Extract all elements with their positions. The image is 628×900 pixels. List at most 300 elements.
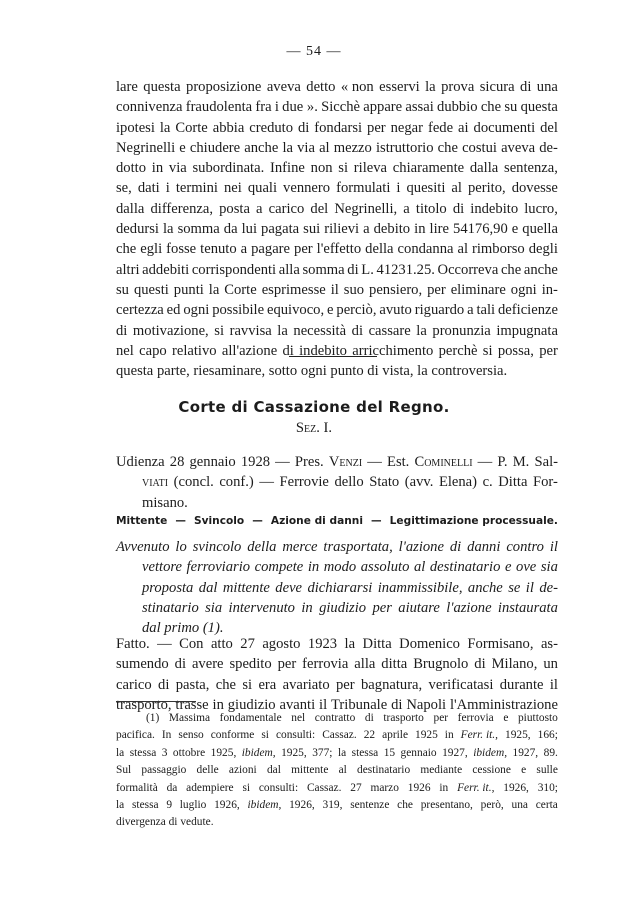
word: dovesse <box>511 180 558 197</box>
word: che <box>500 261 522 278</box>
word: relativo <box>172 342 217 359</box>
word: fondarsi <box>314 119 363 136</box>
word: la <box>416 322 427 339</box>
word: la <box>159 119 171 136</box>
word: in <box>151 160 164 177</box>
word: esprimesse <box>261 281 326 298</box>
word: l'Amministrazione <box>449 696 558 713</box>
word: questa <box>520 99 558 116</box>
word: 89. <box>543 746 558 759</box>
word: azioni <box>228 764 257 777</box>
word: (avv. <box>404 474 434 491</box>
text-line <box>116 493 558 513</box>
text-line <box>116 321 558 341</box>
word: stessa <box>351 746 379 759</box>
text-line <box>116 762 558 779</box>
word: aveva <box>266 79 301 95</box>
word: compete <box>254 559 304 576</box>
word: 1925 <box>415 729 438 742</box>
word: riguardo <box>414 302 465 319</box>
word: de- <box>539 579 558 596</box>
word: di <box>347 261 359 278</box>
word: punti <box>173 281 204 298</box>
word: equivoco, <box>266 302 325 319</box>
word: proposta <box>142 579 194 596</box>
word: sentenza, <box>504 160 558 177</box>
footnote <box>116 710 558 832</box>
word: chiudere <box>189 139 241 156</box>
word: cessione <box>472 764 511 777</box>
word: ed <box>166 302 181 319</box>
word: somma <box>177 221 220 238</box>
word: vennero <box>283 180 331 197</box>
word: in <box>301 599 313 616</box>
word: vettore <box>142 559 182 576</box>
word: delle <box>196 764 219 777</box>
word: dalla <box>116 200 145 217</box>
word: prova <box>441 79 475 95</box>
text-line <box>116 77 558 97</box>
text-line <box>116 797 558 814</box>
word: dello <box>334 474 364 491</box>
word: al <box>451 180 462 197</box>
subject-headings <box>116 512 558 530</box>
word: ferroviario <box>186 559 251 576</box>
word: su <box>504 99 518 116</box>
word: anche <box>467 579 503 596</box>
word: di <box>158 676 170 693</box>
word: abbia <box>212 119 245 136</box>
text-line <box>116 557 558 577</box>
word: ogni <box>300 363 331 380</box>
word: 1925, <box>281 746 307 759</box>
word: ove <box>516 559 537 576</box>
text-line <box>116 199 558 219</box>
word: nel <box>291 712 306 724</box>
word: a <box>363 221 370 238</box>
word: una <box>536 79 558 95</box>
word: — <box>367 454 382 470</box>
word: (1) <box>146 712 160 724</box>
word: M. <box>512 454 530 470</box>
word: a <box>256 200 263 217</box>
word: — <box>259 474 274 491</box>
word: contratto <box>314 712 356 724</box>
word: Negrinelli <box>116 139 176 156</box>
word: fede <box>427 119 454 136</box>
word: anche <box>523 261 558 278</box>
word: lucro, <box>524 200 558 217</box>
word: il <box>525 579 534 596</box>
word: la <box>208 281 220 298</box>
word: merce <box>282 539 318 555</box>
word: di <box>282 342 294 359</box>
word: sentenze <box>350 798 390 811</box>
word: gennaio <box>189 454 236 470</box>
word: sia <box>205 599 223 616</box>
word: per <box>372 599 392 616</box>
word: ogni <box>510 281 537 298</box>
word: rilievi <box>324 221 360 238</box>
word: adempiere <box>186 781 234 794</box>
word: tali <box>476 302 496 319</box>
word: in <box>307 559 320 576</box>
word: in- <box>541 281 558 298</box>
text-line <box>116 260 558 280</box>
word: certezza <box>116 302 164 319</box>
word: sotto <box>268 363 301 380</box>
word: arricchimento <box>352 342 434 359</box>
text-line <box>116 158 558 178</box>
word: aveva <box>501 139 536 156</box>
word: che <box>437 139 458 156</box>
word: possibile <box>212 302 265 319</box>
word: stessa <box>129 746 157 759</box>
word: a <box>467 302 474 319</box>
word: Fatto. <box>116 636 150 652</box>
word: se, <box>116 180 132 197</box>
word: 54176,90 <box>453 221 508 238</box>
word: si <box>338 160 349 177</box>
word: misano. <box>142 494 188 511</box>
word: degli <box>528 241 558 258</box>
word: consulti: <box>258 781 299 794</box>
word: dati <box>137 180 160 197</box>
word: conf.) <box>219 474 254 491</box>
word: 319, <box>322 798 343 811</box>
word: addebiti <box>142 261 190 278</box>
word: ibidem, <box>247 798 282 811</box>
word: divergenza <box>116 816 169 829</box>
heading-term: Legittimazione processuale. <box>389 515 558 527</box>
word: egli <box>140 241 163 258</box>
word: L. <box>361 261 374 278</box>
word: presentano, <box>420 798 473 811</box>
word: si <box>482 342 493 359</box>
word: subordinata. <box>192 160 265 177</box>
word: per <box>433 712 449 724</box>
word: punto <box>330 363 368 380</box>
word: termini <box>175 180 218 197</box>
word: formulati <box>336 180 391 197</box>
word: la <box>116 746 125 759</box>
text-line <box>116 780 558 797</box>
word: all'azione <box>221 342 278 359</box>
word: as- <box>540 636 558 652</box>
word: 1927, <box>512 746 539 759</box>
word: nei <box>223 180 242 197</box>
word: fosse <box>166 241 197 258</box>
text-line <box>116 814 558 831</box>
word: certa <box>535 798 558 811</box>
word: l'azione <box>446 599 492 616</box>
word: questa <box>143 79 181 95</box>
heading-term: Mittente <box>116 515 168 527</box>
word: avariato <box>282 676 330 693</box>
word: del <box>310 200 329 217</box>
word: perito, <box>467 180 506 197</box>
legal-maxim <box>116 537 558 638</box>
word: che <box>116 241 137 258</box>
word: al <box>338 764 347 777</box>
word: trasporto, <box>116 696 172 713</box>
word: di <box>449 539 462 555</box>
word: assoluto <box>360 559 410 576</box>
word: 1926, <box>214 798 240 811</box>
word: — <box>275 454 290 470</box>
word: 27 <box>350 781 362 794</box>
text-line <box>116 239 558 259</box>
word: motivazione, <box>132 322 209 339</box>
word: si <box>214 322 225 339</box>
word: di <box>520 79 532 95</box>
word: assai <box>405 99 434 116</box>
word: 27 <box>240 636 255 652</box>
word: l'azione <box>398 539 444 555</box>
text-line <box>116 578 558 598</box>
word: ferrovia <box>302 656 349 673</box>
word: per <box>294 241 313 258</box>
word: Ferr. it., <box>460 729 499 742</box>
word: quali <box>247 180 278 197</box>
word: Sul <box>116 764 132 777</box>
word: possa, <box>497 342 534 359</box>
word: Ferr. it., <box>457 781 495 794</box>
word: 1925, <box>210 746 237 759</box>
word: per <box>277 656 297 673</box>
word: trasportata, <box>323 539 393 555</box>
word: controversia. <box>431 363 508 380</box>
heading-term: — <box>252 515 263 527</box>
word: 1928 <box>240 454 271 470</box>
word: 41231.25. <box>376 261 435 278</box>
word: un <box>543 656 558 673</box>
word: per <box>427 281 446 298</box>
word: atto <box>210 636 233 652</box>
word: che <box>397 798 413 811</box>
text-line <box>116 710 558 727</box>
word: Est. <box>387 454 410 470</box>
word: passaggio <box>141 764 187 777</box>
word: Corte <box>224 281 257 298</box>
word: e <box>511 221 519 238</box>
word: a <box>403 200 410 217</box>
word: i <box>274 99 279 116</box>
word: perchè <box>438 342 478 359</box>
word: in <box>414 221 426 238</box>
word: di <box>367 363 383 380</box>
word: 1927, <box>442 746 468 759</box>
word: vista, <box>382 363 418 380</box>
word: indebito <box>299 342 347 359</box>
word: « non <box>340 79 374 95</box>
word: deve <box>275 579 303 596</box>
facts-paragraph <box>116 634 558 715</box>
text-line <box>116 300 558 320</box>
word: negar <box>390 119 424 136</box>
word: anche <box>244 139 279 156</box>
word: 1926 <box>407 781 431 794</box>
word: si <box>261 729 269 742</box>
word: di <box>297 119 310 136</box>
word: destinatario <box>429 559 501 576</box>
word: 15 <box>383 746 396 759</box>
word: il <box>330 281 339 298</box>
word: ibidem, <box>473 746 508 759</box>
word: giudizio <box>227 696 276 713</box>
word: via <box>297 139 315 156</box>
text-line <box>116 138 558 158</box>
word: trasporto <box>383 712 424 724</box>
word: la <box>282 139 293 156</box>
word: titolo <box>415 200 447 217</box>
word: Occorreva <box>437 261 499 278</box>
word: per <box>539 342 558 359</box>
word: pronunzia <box>432 322 491 339</box>
word: Formisano, <box>467 636 534 652</box>
text-line <box>116 178 558 198</box>
word: non <box>310 160 333 177</box>
word: al <box>413 559 426 576</box>
word: la <box>337 746 347 759</box>
word: parte, <box>156 363 194 380</box>
word: in <box>444 729 454 742</box>
word: però, <box>480 798 504 811</box>
word: instaurata <box>497 599 558 616</box>
word: 377; <box>312 746 333 759</box>
heading-term: Svincolo <box>194 515 245 527</box>
word: aiutare <box>398 599 440 616</box>
word: e <box>503 712 509 724</box>
word: esservi <box>379 79 420 95</box>
word: pagata <box>261 221 300 238</box>
word: stinatario <box>142 599 199 616</box>
word: fondamentale <box>219 712 282 724</box>
word: si <box>242 676 253 693</box>
hearing-info <box>116 452 558 513</box>
heading-term: — <box>371 515 382 527</box>
word: dal <box>142 620 165 637</box>
word: mezzo <box>333 139 372 156</box>
word: — <box>477 454 493 470</box>
word: di <box>351 322 364 339</box>
word: Stato <box>369 474 400 491</box>
word: rileva <box>353 160 388 177</box>
word: pacifica. <box>116 729 155 742</box>
word: era <box>258 676 277 693</box>
word: luglio <box>179 798 207 811</box>
word: e <box>521 764 527 777</box>
word: istruttorio <box>375 139 434 156</box>
word: indebito <box>470 200 519 217</box>
word: dotto <box>116 160 146 177</box>
word: Massima <box>168 712 211 724</box>
word: gennaio <box>400 746 437 759</box>
word: trasse <box>175 696 209 713</box>
word: la <box>116 798 125 811</box>
word: di <box>452 200 465 217</box>
word: avuto <box>379 302 412 319</box>
word: ferrovia <box>457 712 494 724</box>
word: Ditta <box>498 474 528 491</box>
word: 1926, <box>503 781 529 794</box>
word: pensiero, <box>369 281 423 298</box>
word: la <box>277 322 288 339</box>
word: viati <box>142 474 169 491</box>
word: costui <box>462 139 497 156</box>
word: la <box>425 79 436 95</box>
text-line <box>116 634 558 654</box>
word: deficienze <box>498 302 558 319</box>
heading-term: — <box>175 515 186 527</box>
word: dal <box>266 764 281 777</box>
word: il <box>549 676 558 693</box>
word: a <box>240 241 248 258</box>
word: per <box>367 119 386 136</box>
section-divider <box>289 356 377 357</box>
page-number: — 54 — <box>286 44 342 59</box>
word: giudizio <box>319 599 367 616</box>
text-line <box>116 472 558 492</box>
word: il <box>549 539 558 555</box>
word: ipotesi <box>116 119 155 136</box>
word: connivenza <box>116 99 183 116</box>
word: se <box>508 579 521 596</box>
word: 1925, <box>505 729 531 742</box>
word: della <box>365 241 394 258</box>
word: P. <box>497 454 508 470</box>
word: For- <box>533 474 558 491</box>
word: documenti <box>473 119 536 136</box>
word: Elena) <box>438 474 478 491</box>
word: Infine <box>270 160 305 177</box>
word: Napoli <box>406 696 447 713</box>
text-line <box>116 654 558 674</box>
word: ibidem, <box>241 746 276 759</box>
word: di <box>174 656 186 673</box>
word: conforme <box>210 729 255 742</box>
word: lo <box>175 539 187 555</box>
text-line <box>116 97 558 117</box>
word: Con <box>179 636 204 652</box>
word: necessità <box>293 322 347 339</box>
word: 1926, <box>289 798 315 811</box>
word: mediante <box>420 764 463 777</box>
word: lui <box>241 221 257 238</box>
word: che <box>215 676 236 693</box>
word: rimborso <box>472 241 525 258</box>
word: che <box>480 99 502 116</box>
word: 310; <box>537 781 558 794</box>
word: sumendo <box>116 656 169 673</box>
word: contro <box>506 539 544 555</box>
word: dal <box>198 579 218 596</box>
word: lire <box>429 221 449 238</box>
word: Corte <box>175 119 208 136</box>
word: appare <box>363 99 403 116</box>
word: di <box>116 322 128 339</box>
word: nel <box>116 342 134 359</box>
section-label: Sez. I. <box>295 420 333 436</box>
word: formalità <box>116 781 158 794</box>
word: per <box>336 676 355 693</box>
word: agosto <box>262 636 301 652</box>
word: marzo <box>370 781 399 794</box>
court-title: Corte di Cassazione del Regno. <box>178 398 450 416</box>
text-line <box>116 727 558 744</box>
word: 1923 <box>307 636 338 652</box>
text-line <box>116 361 558 381</box>
